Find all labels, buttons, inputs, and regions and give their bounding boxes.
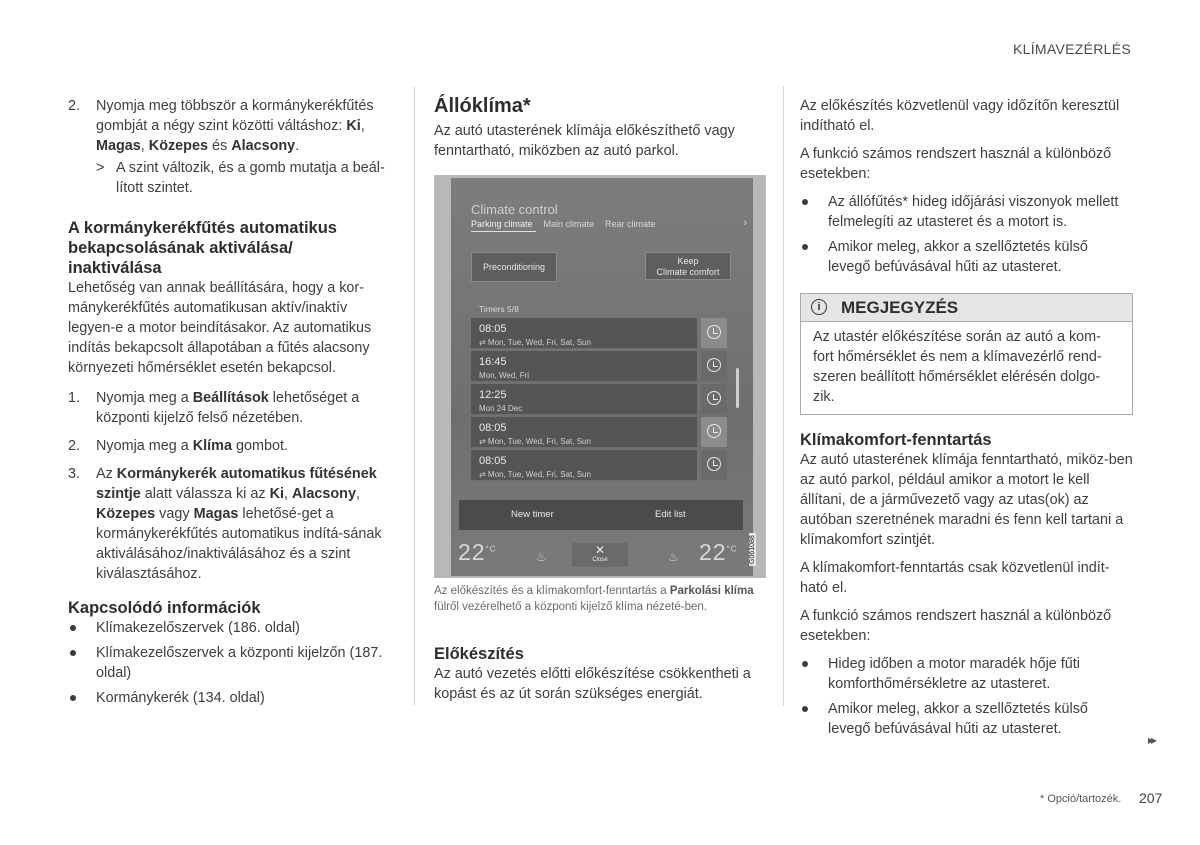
column-divider bbox=[414, 86, 415, 706]
scrollbar[interactable] bbox=[736, 368, 739, 408]
step-2-result: > A szint változik, és a gomb mutatja a beál-lított szintet. bbox=[96, 160, 385, 196]
column-3-lower bbox=[800, 430, 1133, 739]
timer-clock-icon[interactable] bbox=[701, 450, 727, 480]
tab-main-climate[interactable]: Main climate bbox=[543, 219, 595, 229]
continue-arrow-icon: ▸▸ bbox=[1148, 733, 1155, 747]
column-1 bbox=[68, 96, 398, 708]
timer-row[interactable]: 08:05 ⇄ Mon, Tue, Wed, Fri, Sat, Sun bbox=[471, 318, 697, 349]
temperature-left[interactable]: $22^{^\circ C}$ bbox=[458, 539, 497, 565]
column-divider bbox=[783, 86, 784, 706]
step-1: 1. Nyomja meg a Beállítások lehetőséget a központi kijelző felső nézetében. bbox=[68, 390, 360, 426]
related-heading: Kapcsolódó információk bbox=[68, 599, 261, 617]
paragraph: Az előkészítés közvetlenül vagy időzítőn keresztül indítható el. bbox=[800, 98, 1120, 134]
list-item: Amikor meleg, akkor a szellőztetés külső levegő befúvásával hűti az utasteret. bbox=[800, 699, 1133, 739]
related-link[interactable]: Klímakezelőszervek (186. oldal) bbox=[68, 618, 398, 638]
step-3: 3. Az Kormánykerék automatikus fűtésének szintje alatt válassza ki az Ki, Alacsony, Közepes vagy Magas lehetősé-get a kormánykerékfűtés automatikus indítá-sának aktiválásához/inaktiválásához és a szint kiválasztásához. bbox=[68, 466, 382, 582]
section-header: KLÍMAVEZÉRLÉS bbox=[1012, 41, 1131, 57]
timer-row[interactable]: 16:45 Mon, Wed, Fri bbox=[471, 351, 697, 382]
timer-clock-icon[interactable] bbox=[701, 384, 727, 414]
tab-parking-climate[interactable]: Parking climate bbox=[471, 219, 533, 229]
timer-row[interactable]: 12:25 Mon 24 Dec bbox=[471, 384, 697, 415]
page-number: 207 bbox=[1139, 790, 1163, 806]
timer-row[interactable]: 08:05 ⇄ Mon, Tue, Wed, Fri, Sat, Sun bbox=[471, 450, 697, 481]
bullet bbox=[802, 661, 808, 667]
timer-row[interactable]: 08:05 ⇄ Mon, Tue, Wed, Fri, Sat, Sun bbox=[471, 417, 697, 448]
list-item: Hideg időben a motor maradék hője fűti komforthőmérsékletre az utasteret. bbox=[800, 654, 1133, 694]
timers-label: Timers 5/8 bbox=[479, 304, 519, 314]
bullet bbox=[802, 706, 808, 712]
related-link[interactable]: Kormánykerék (134. oldal) bbox=[68, 688, 398, 708]
new-timer-button[interactable]: New timer bbox=[511, 509, 554, 520]
column-3 bbox=[800, 96, 1133, 277]
paragraph: A klímakomfort-fenntartás csak közvetlenül indít-ható el. bbox=[800, 560, 1110, 596]
timer-clock-icon[interactable] bbox=[701, 417, 727, 447]
section-heading: A kormánykerékfűtés automatikus bekapcsolásának aktiválása/ inaktiválása bbox=[68, 219, 337, 277]
timer-clock-icon[interactable] bbox=[701, 318, 727, 348]
seat-heating-right-icon[interactable]: ♨ bbox=[668, 550, 679, 564]
figure-caption: Az előkészítés és a klímakomfort-fenntartás a Parkolási klíma fülről vezérelhető a központi kijelző klíma nézeté-ben. bbox=[434, 585, 754, 613]
section-heading: Klímakomfort-fenntartás bbox=[800, 431, 992, 449]
chevron-right-icon[interactable]: › bbox=[743, 217, 747, 229]
close-button[interactable]: ✕ Close bbox=[572, 543, 628, 567]
active-tab-indicator bbox=[471, 231, 536, 232]
screen-tabs bbox=[471, 219, 667, 229]
tab-rear-climate[interactable]: Rear climate bbox=[605, 219, 656, 229]
screen-title: Climate control bbox=[471, 202, 558, 217]
related-link[interactable]: Klímakezelőszervek a központi kijelzőn (187. oldal) bbox=[68, 643, 398, 683]
temperature-right[interactable]: $22^{^\circ C}$ bbox=[699, 539, 738, 565]
paragraph: Az autó utasterének klímája fenntartható, miköz-ben az autó parkol, például amikor a motort le kell állítani, de a járművezető vagy az utas(ok) az autóban szeretnének maradni és fenn kell tartani a klímakomfort szintjét. bbox=[800, 452, 1133, 548]
keep-climate-comfort-button[interactable]: Keep Climate comfort bbox=[645, 252, 731, 280]
section-intro: Lehetőség van annak beállítására, hogy a kor-mánykerékfűtés automatikusan aktív/inaktív legyen-e a motor beindításakor. Az automatikus indítás bekapcsolt állapotában a fűtés alacsony környezeti hőmérséklet esetén bekapcsol. bbox=[68, 280, 372, 376]
step-2b: 2. Nyomja meg a Klíma gombot. bbox=[68, 438, 288, 454]
note-header bbox=[801, 294, 1132, 322]
bullet bbox=[70, 650, 76, 656]
climate-screen bbox=[451, 178, 753, 576]
step-2: 2. Nyomja meg többször a kormánykerékfűtés gombját a négy szint közötti váltáshoz: Ki, Magas, Közepes és Alacsony. bbox=[68, 98, 374, 154]
prep-text: Az autó vezetés előtti előkészítése csökkentheti a kopást és az út során szükséges energiát. bbox=[434, 666, 751, 702]
prep-heading: Előkészítés bbox=[434, 645, 524, 663]
seat-heating-left-icon[interactable]: ♨ bbox=[536, 550, 547, 564]
timer-action-bar bbox=[459, 500, 743, 530]
footnote: * Opció/tartozék. bbox=[1040, 793, 1122, 805]
close-icon: ✕ bbox=[594, 543, 606, 557]
title-intro: Az autó utasterének klímája előkészíthető vagy fenntartható, miközben az autó parkol. bbox=[434, 123, 735, 159]
note-title: MEGJEGYZÉS bbox=[841, 298, 959, 317]
bullet bbox=[802, 199, 808, 205]
list-item: Amikor meleg, akkor a szellőztetés külső levegő befúvásával hűti az utasteret. bbox=[800, 237, 1133, 277]
bullet bbox=[70, 625, 76, 631]
bullet bbox=[70, 695, 76, 701]
note-box bbox=[800, 293, 1133, 415]
bullet bbox=[802, 244, 808, 250]
timer-clock-icon[interactable] bbox=[701, 351, 727, 381]
list-item: Az állófűtés* hideg időjárási viszonyok mellett felmelegíti az utasteret és a motort is. bbox=[800, 192, 1133, 232]
preconditioning-button[interactable]: Preconditioning bbox=[471, 252, 557, 282]
image-code: G061088 bbox=[749, 535, 756, 564]
info-icon: i bbox=[811, 299, 827, 315]
edit-list-button[interactable]: Edit list bbox=[655, 509, 686, 520]
paragraph: A funkció számos rendszert használ a különböző esetekben: bbox=[800, 146, 1112, 182]
note-text: Az utastér előkészítése során az autó a kom-fort hőmérséklet és nem a klímavezérlő rend-szeren beállított hőmérséklet elérésén dolgo-zik. bbox=[813, 329, 1102, 405]
paragraph: A funkció számos rendszert használ a különböző esetekben: bbox=[800, 608, 1112, 644]
page-title: Állóklíma* bbox=[434, 95, 531, 117]
